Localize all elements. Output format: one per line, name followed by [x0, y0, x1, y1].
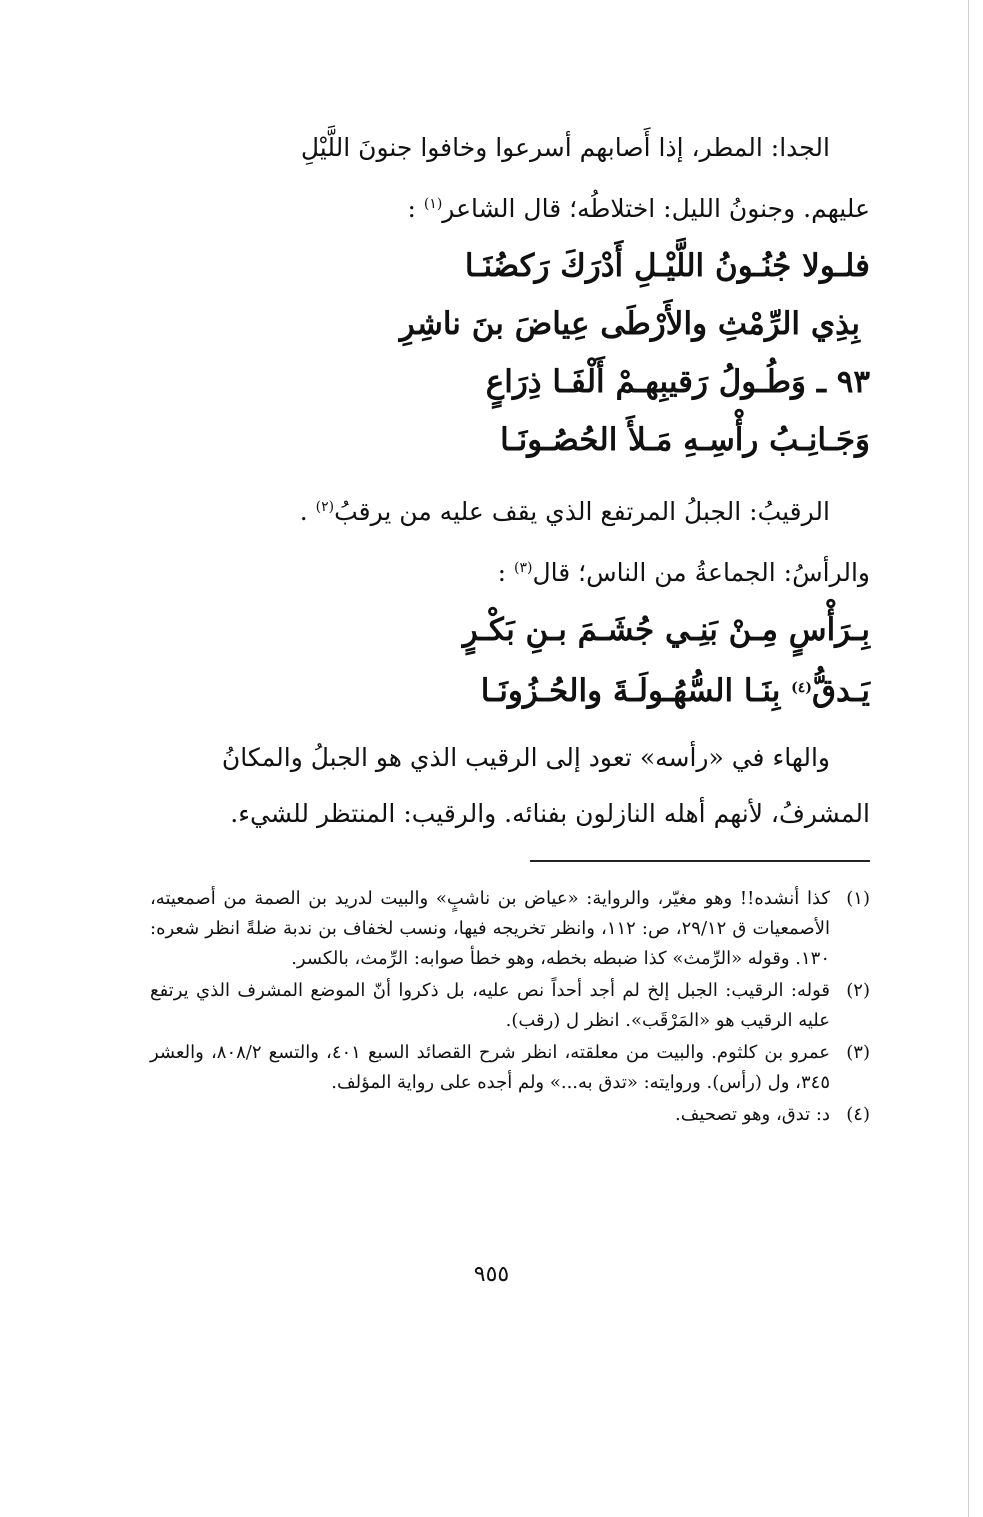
verse-3-hemistich-2 [150, 659, 870, 720]
paragraph-3-line-2: المشرفُ، لأنهم أهله النازلون بفنائه. والرقيب: المنتظر للشيء. [230, 799, 870, 828]
footnote-number: (٢) [846, 980, 870, 1001]
paragraph-2-line-1 [150, 479, 870, 540]
verse-2-hemistich-1 [150, 353, 870, 411]
paragraph-1-line-2-text: عليهم. وجنونُ الليل: اختلاطُه؛ قال الشاعر [442, 194, 870, 223]
paragraph-1-line-1: الجدا: المطر، إذا أَصابهم أسرعوا وخافوا جنونَ اللَّيْلِ [300, 133, 830, 162]
footnote-number: (٣) [846, 1042, 870, 1063]
paragraph-1-line-2-end: : [407, 194, 424, 223]
verse-1-hemistich-2: بِذِي الرِّمْثِ والأَرْطَى عِياضَ بنَ ناشِرِ [399, 306, 860, 342]
verse-1 [150, 237, 870, 353]
footnote-1 [150, 884, 870, 974]
verse-3-hemistich-1: بِـرَأْسٍ مِـنْ بَنِـي جُشَـمَ بـنِ بَكْـرٍ [462, 612, 870, 648]
book-page [150, 120, 870, 1132]
paragraph-1 [150, 120, 870, 237]
verse-2-hemistich-1-text: وَطُـولُ رَقيبِهـمْ أَلْفَـا ذِرَاعٍ [485, 364, 807, 400]
footnote-text: عمرو بن كلثوم. والبيت من معلقته، انظر شرح القصائد السبع ٤٠١، والتسع ٨٠٨/٢، والعشر ٣٤٥، ول (رأس). وروايته: «تدق به...» ولم أجده على رواية المؤلف. [150, 1042, 831, 1093]
verse-1-hemistich-1: فلـولا جُنُـونُ اللَّيْـلِ أَدْرَكَ رَكضُنَـا [464, 248, 870, 284]
paragraph-1-line-2 [150, 176, 870, 237]
footnotes [150, 884, 870, 1130]
footnote-4 [150, 1100, 870, 1130]
page-number: ٩٥٥ [473, 1262, 510, 1287]
paragraph-2-line-2 [150, 540, 870, 601]
footnote-separator [530, 860, 870, 862]
footnote-text: قوله: الرقيب: الجبل إلخ لم أجد أحداً نص عليه، بل ذكروا أنّ الموضع المشرف الذي يرتفع عليه الرقيب هو «المَرْقَب». انظر ل (رقب). [150, 980, 830, 1031]
verse-3-hemistich-2-end: بِنَـا السُّهُـولَـةَ والحُـزُونَـا [480, 673, 792, 709]
verse-number: ٩٣ ـ [816, 364, 870, 400]
verse-2-hemistich-2: وَجَـانِـبُ رأْسِـهِ مَـلأَ الحُصُـونَـا [500, 422, 870, 458]
footnote-text: كذا أنشده!! وهو مغيّر، والرواية: «عياض بن ناشبٍ» والبيت لدريد بن الصمة من أصمعيته، الأصمعيات ق ٢٩/١٢، ص: ١١٢، وانظر تخريجه فيها، ونسب لخفاف بن ندبة ضلةً انظر شعره: ١٣٠. وقوله «الرِّمث» كذا ضبطه بخطه، وهو خطأ صوابه: الرِّمث، بالكسر. [150, 888, 830, 969]
footnote-3 [150, 1038, 870, 1098]
footnote-ref-3: (٣) [513, 560, 533, 576]
paragraph-2-line-1-end: . [299, 497, 316, 526]
paragraph-2-line-1-text: الرقيبُ: الجبلُ المرتفع الذي يقف عليه من يرقبُ [334, 497, 830, 526]
footnote-number: (٤) [846, 1104, 870, 1125]
footnote-number: (١) [846, 888, 870, 909]
footnote-2 [150, 976, 870, 1036]
paragraph-3-line-1: والهاء في «رأسه» تعود إلى الرقيب الذي هو الجبلُ والمكانُ [221, 743, 830, 772]
page-edge-line [968, 0, 969, 1517]
verse-3-hemistich-2-start: يَـدقُّ [811, 673, 870, 709]
paragraph-2-line-2-end: : [497, 558, 514, 587]
paragraph-2-line-2-text: والرأسُ: الجماعةُ من الناس؛ قال [532, 558, 870, 587]
verse-3 [150, 601, 870, 720]
paragraph-3 [150, 730, 870, 842]
footnote-text: د: تدق، وهو تصحيف. [675, 1104, 830, 1125]
footnote-ref-4: (٤) [791, 680, 812, 696]
footnote-ref-1: (١) [423, 196, 443, 212]
paragraph-2 [150, 479, 870, 601]
verse-2 [150, 353, 870, 469]
footnote-ref-2: (٢) [315, 499, 335, 515]
